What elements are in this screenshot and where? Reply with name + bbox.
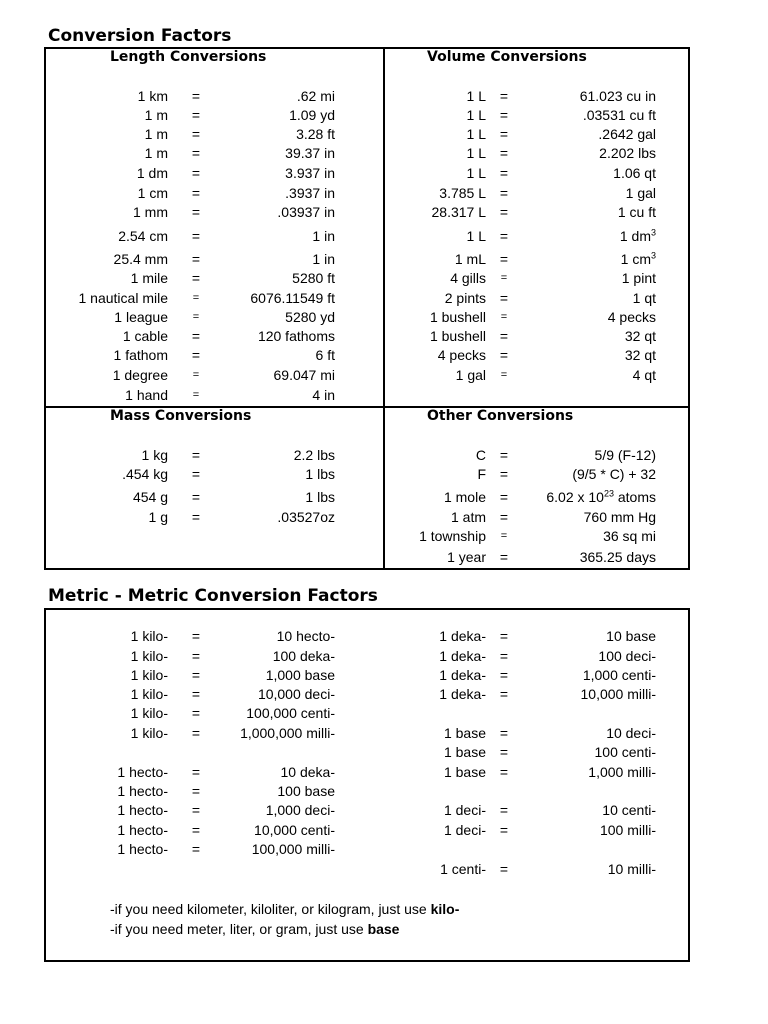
from-value: C xyxy=(475,447,486,463)
from-value: 1 mL xyxy=(454,251,486,267)
to-value: .03937 in xyxy=(277,204,335,220)
equals-sign: = xyxy=(500,272,508,284)
equals-sign: = xyxy=(191,705,201,721)
from-value: 1 deci- xyxy=(443,802,486,818)
from-value: 3.785 L xyxy=(439,185,486,201)
equals-sign: = xyxy=(191,667,201,683)
from-value: 1 L xyxy=(466,126,486,142)
equals-sign: = xyxy=(499,686,509,702)
to-value: 100 milli- xyxy=(599,822,656,838)
from-value: 1 cm xyxy=(137,185,168,201)
equals-sign: = xyxy=(499,185,509,201)
from-value: 4 gills xyxy=(450,270,486,286)
to-value: 32 qt xyxy=(624,347,656,363)
from-value: 1 hecto- xyxy=(117,841,168,857)
from-value: 1 mole xyxy=(443,489,486,505)
from-value: 1 deka- xyxy=(439,648,486,664)
to-value: 120 fathoms xyxy=(257,328,335,344)
metric-title: Metric - Metric Conversion Factors xyxy=(48,586,378,606)
to-value: 1 cu ft xyxy=(617,204,656,220)
equals-sign: = xyxy=(191,185,201,201)
to-value: 10 base xyxy=(606,628,656,644)
equals-sign: = xyxy=(499,861,509,877)
equals-sign: = xyxy=(499,228,509,244)
to-value: 1,000 centi- xyxy=(582,667,656,683)
to-value: 4 pecks xyxy=(607,309,656,325)
to-value: 5/9 (F-12) xyxy=(594,447,656,463)
from-value: 1 kilo- xyxy=(130,705,168,721)
to-value: 69.047 mi xyxy=(273,367,335,383)
to-value: 10,000 milli- xyxy=(580,686,656,702)
to-value: 6 ft xyxy=(315,347,335,363)
from-value: 1 bushell xyxy=(429,309,486,325)
equals-sign: = xyxy=(191,802,201,818)
from-value: 1 hecto- xyxy=(117,764,168,780)
to-value: 100,000 milli- xyxy=(251,841,335,857)
volume-section-title: Volume Conversions xyxy=(427,49,587,65)
equals-sign: = xyxy=(191,686,201,702)
from-value: 1 deka- xyxy=(439,628,486,644)
to-value: 10 deci- xyxy=(606,725,656,741)
from-value: .454 kg xyxy=(122,466,168,482)
equals-sign: = xyxy=(500,311,508,323)
equals-sign: = xyxy=(191,347,201,363)
equals-sign: = xyxy=(191,822,201,838)
from-value: 1 L xyxy=(466,145,486,161)
to-value: 100 centi- xyxy=(594,744,656,760)
from-value: 1 km xyxy=(137,88,168,104)
equals-sign: = xyxy=(499,328,509,344)
note-base: -if you need meter, liter, or gram, just use base xyxy=(110,921,400,937)
equals-sign: = xyxy=(191,509,201,525)
equals-sign: = xyxy=(192,292,200,304)
to-value: .2642 gal xyxy=(598,126,656,142)
note-kilo: -if you need kilometer, kiloliter, or kilogram, just use kilo- xyxy=(110,901,460,917)
from-value: 2.54 cm xyxy=(118,228,168,244)
to-value: 100 deka- xyxy=(272,648,335,664)
to-value: 10 hecto- xyxy=(276,628,335,644)
equals-sign: = xyxy=(191,107,201,123)
from-value: 4 pecks xyxy=(437,347,486,363)
equals-sign: = xyxy=(191,251,201,267)
equals-sign: = xyxy=(191,447,201,463)
from-value: 1 base xyxy=(443,764,486,780)
equals-sign: = xyxy=(499,347,509,363)
to-value: 5280 yd xyxy=(285,309,335,325)
from-value: 1 cable xyxy=(122,328,168,344)
equals-sign: = xyxy=(500,369,508,381)
to-value: 5280 ft xyxy=(292,270,335,286)
from-value: 1 degree xyxy=(112,367,168,383)
to-value: 10,000 deci- xyxy=(257,686,335,702)
from-value: 1 L xyxy=(466,107,486,123)
to-value: 61.023 cu in xyxy=(579,88,656,104)
equals-sign: = xyxy=(500,530,508,542)
to-value: 6.02 x $10^{23}$ atoms xyxy=(546,488,656,505)
to-value: 3.28 ft xyxy=(296,126,335,142)
to-value: 3.937 in xyxy=(285,165,335,181)
to-value: 1 gal xyxy=(625,185,656,201)
equals-sign: = xyxy=(499,204,509,220)
from-value: 1 hecto- xyxy=(117,802,168,818)
to-value: 10 deka- xyxy=(280,764,335,780)
from-value: 1 g xyxy=(148,509,168,525)
from-value: 1 deka- xyxy=(439,686,486,702)
equals-sign: = xyxy=(191,165,201,181)
to-value: 10,000 centi- xyxy=(254,822,335,838)
to-value: 1,000 milli- xyxy=(588,764,656,780)
equals-sign: = xyxy=(192,389,200,401)
from-value: 1 kilo- xyxy=(130,628,168,644)
from-value: 1 deka- xyxy=(439,667,486,683)
equals-sign: = xyxy=(499,88,509,104)
equals-sign: = xyxy=(191,228,201,244)
to-value: 2.202 lbs xyxy=(599,145,656,161)
to-value: 100,000 centi- xyxy=(246,705,335,721)
to-value: .03531 cu ft xyxy=(582,107,656,123)
to-value: .03527oz xyxy=(277,509,335,525)
mass-section-title: Mass Conversions xyxy=(110,408,252,424)
from-value: 1 atm xyxy=(450,509,486,525)
from-value: 454 g xyxy=(132,489,168,505)
equals-sign: = xyxy=(191,466,201,482)
equals-sign: = xyxy=(499,509,509,525)
equals-sign: = xyxy=(191,126,201,142)
equals-sign: = xyxy=(191,628,201,644)
to-value: 1 in xyxy=(312,228,335,244)
equals-sign: = xyxy=(499,725,509,741)
from-value: 1 dm xyxy=(136,165,168,181)
to-value: 2.2 lbs xyxy=(293,447,335,463)
equals-sign: = xyxy=(499,667,509,683)
equals-sign: = xyxy=(192,311,200,323)
exponent: 3 xyxy=(650,250,656,261)
from-value: 1 centi- xyxy=(440,861,486,877)
equals-sign: = xyxy=(191,145,201,161)
to-value: 6076.11549 ft xyxy=(250,290,335,306)
from-value: 1 league xyxy=(114,309,168,325)
to-value: 1.06 qt xyxy=(613,165,656,181)
to-value: 1 qt xyxy=(632,290,656,306)
equals-sign: = xyxy=(499,251,509,267)
equals-sign: = xyxy=(499,489,509,505)
from-value: 1 kilo- xyxy=(130,667,168,683)
equals-sign: = xyxy=(499,107,509,123)
equals-sign: = xyxy=(191,841,201,857)
exponent: 23 xyxy=(603,488,614,499)
to-value: 39.37 in xyxy=(285,145,335,161)
to-value: 1 lbs xyxy=(305,489,335,505)
equals-sign: = xyxy=(191,88,201,104)
from-value: 1 kilo- xyxy=(130,725,168,741)
from-value: 1 m xyxy=(144,126,168,142)
to-value: 10 milli- xyxy=(607,861,656,877)
to-value: 1.09 yd xyxy=(289,107,335,123)
equals-sign: = xyxy=(192,369,200,381)
from-value: 1 mile xyxy=(130,270,168,286)
to-value: 1 $cm^3$ xyxy=(620,250,656,267)
equals-sign: = xyxy=(499,764,509,780)
from-value: 1 kilo- xyxy=(130,648,168,664)
equals-sign: = xyxy=(191,648,201,664)
to-value: 36 sq mi xyxy=(603,528,656,544)
other-section-title: Other Conversions xyxy=(427,408,574,424)
from-value: 1 m xyxy=(144,107,168,123)
from-value: 25.4 mm xyxy=(113,251,168,267)
equals-sign: = xyxy=(499,126,509,142)
length-section-title: Length Conversions xyxy=(110,49,267,65)
equals-sign: = xyxy=(499,447,509,463)
equals-sign: = xyxy=(499,744,509,760)
to-value: 100 deci- xyxy=(598,648,656,664)
to-value: 1,000,000 milli- xyxy=(240,725,335,741)
from-value: 1 L xyxy=(466,88,486,104)
equals-sign: = xyxy=(499,802,509,818)
equals-sign: = xyxy=(499,822,509,838)
to-value: 1 pint xyxy=(621,270,656,286)
equals-sign: = xyxy=(499,628,509,644)
equals-sign: = xyxy=(499,290,509,306)
exponent: 3 xyxy=(650,227,656,238)
equals-sign: = xyxy=(191,783,201,799)
from-value: 2 pints xyxy=(444,290,486,306)
from-value: 1 mm xyxy=(133,204,168,220)
to-value: 32 qt xyxy=(624,328,656,344)
from-value: 1 L xyxy=(466,165,486,181)
equals-sign: = xyxy=(499,145,509,161)
to-value: 1,000 deci- xyxy=(265,802,335,818)
from-value: 1 kg xyxy=(141,447,168,463)
equals-sign: = xyxy=(499,648,509,664)
equals-sign: = xyxy=(499,165,509,181)
from-value: 1 hand xyxy=(125,387,168,403)
from-value: 1 hecto- xyxy=(117,783,168,799)
to-value: .3937 in xyxy=(285,185,335,201)
to-value: 1 $dm^3$ xyxy=(619,227,656,244)
equals-sign: = xyxy=(499,549,509,565)
equals-sign: = xyxy=(191,725,201,741)
to-value: 4 qt xyxy=(632,367,656,383)
from-value: F xyxy=(477,466,486,482)
to-value: 760 mm Hg xyxy=(583,509,656,525)
from-value: 1 year xyxy=(447,549,486,565)
from-value: 1 bushell xyxy=(429,328,486,344)
to-value: 100 base xyxy=(277,783,335,799)
from-value: 28.317 L xyxy=(431,204,486,220)
to-value: (9/5 * C) + 32 xyxy=(572,466,656,482)
from-value: 1 m xyxy=(144,145,168,161)
from-value: 1 deci- xyxy=(443,822,486,838)
page-title: Conversion Factors xyxy=(48,26,232,46)
to-value: 4 in xyxy=(312,387,335,403)
to-value: 365.25 days xyxy=(579,549,656,565)
equals-sign: = xyxy=(191,489,201,505)
to-value: 1 in xyxy=(312,251,335,267)
from-value: 1 base xyxy=(443,744,486,760)
to-value: 1 lbs xyxy=(305,466,335,482)
to-value: 1,000 base xyxy=(265,667,335,683)
from-value: 1 L xyxy=(466,228,486,244)
from-value: 1 nautical mile xyxy=(78,290,168,306)
equals-sign: = xyxy=(191,328,201,344)
to-value: .62 mi xyxy=(296,88,335,104)
to-value: 10 centi- xyxy=(602,802,656,818)
from-value: 1 fathom xyxy=(113,347,168,363)
from-value: 1 township xyxy=(419,528,486,544)
from-value: 1 gal xyxy=(455,367,486,383)
from-value: 1 kilo- xyxy=(130,686,168,702)
equals-sign: = xyxy=(191,204,201,220)
equals-sign: = xyxy=(499,466,509,482)
from-value: 1 hecto- xyxy=(117,822,168,838)
from-value: 1 base xyxy=(443,725,486,741)
equals-sign: = xyxy=(191,270,201,286)
equals-sign: = xyxy=(191,764,201,780)
